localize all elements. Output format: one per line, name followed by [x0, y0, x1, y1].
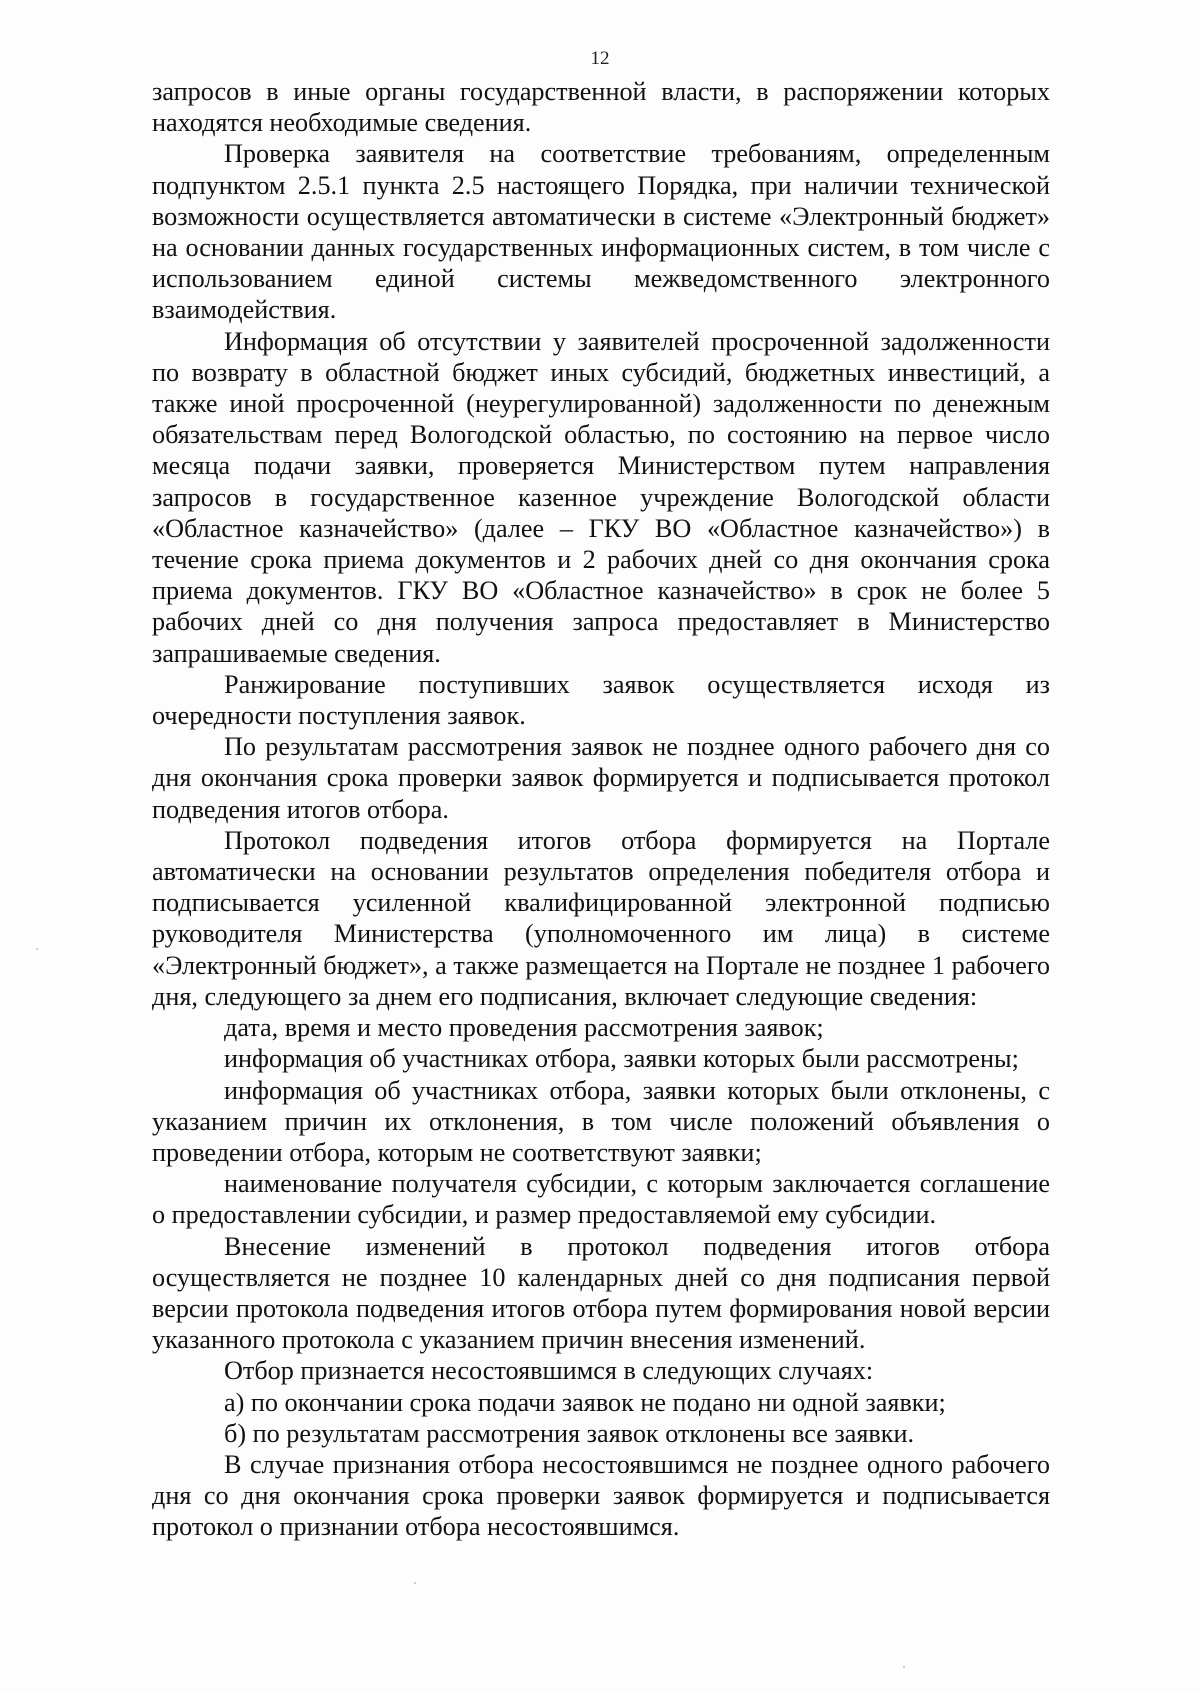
scan-speck [903, 1666, 905, 1668]
list-item-rejected-participants: информация об участниках отбора, заявки которых были отклонены, с указанием причин их отклонения, в том числе положений объявления о проведении отбора, которым не соответствуют заявки; [152, 1075, 1050, 1167]
scan-speck [414, 1582, 416, 1584]
paragraph-protocol: Протокол подведения итогов отбора формируется на Портале автоматически на основании результатов определения победителя отбора и подписывается усиленной квалифицированной электронной подписью руководителя Министерства (уполномоченного им лица) в системе «Электронный бюджет», а также размещается на Портале не позднее 1 рабочего дня, следующего за днем его подписания, включает следующие сведения: [152, 825, 1050, 1011]
paragraph-ranking: Ранжирование поступивших заявок осуществляется исходя из очередности поступления заявок. [152, 669, 1050, 731]
scan-speck [36, 948, 38, 950]
paragraph-failed-selection: Отбор признается несостоявшимся в следующих случаях: [224, 1356, 874, 1386]
list-item-date-time-place: дата, время и место проведения рассмотрения заявок; [224, 1013, 824, 1043]
list-item-recipient: наименование получателя субсидии, с которым заключается соглашение о предоставлении субсидии, и размер предоставляемой ему субсидии. [152, 1169, 1050, 1230]
paragraph-protocol-amendments: Внесение изменений в протокол подведения итогов отбора осуществляется не позднее 10 календарных дней со дня подписания первой версии протокола подведения итогов отбора путем формирования новой версии указанного протокола с указанием причин внесения изменений. [152, 1231, 1050, 1355]
list-item-reviewed-participants: информация об участниках отбора, заявки которых были рассмотрены; [224, 1044, 1019, 1074]
paragraph-failed-protocol: В случае признания отбора несостоявшимся не позднее одного рабочего дня со дня окончания срока проверки заявок формируется и подписывается протокол о признании отбора несостоявшимся. [152, 1449, 1050, 1542]
page-number: 12 [590, 48, 610, 69]
paragraph-debt-information: Информация об отсутствии у заявителей просроченной задолженности по возврату в областной бюджет иных субсидий, бюджетных инвестиций, а также иной просроченной (неурегулированной) задолженности по денежным обязательствам перед Вологодской областью, по состоянию на первое число месяца подачи заявки, проверяется Министерством путем направления запросов в государственное казенное учреждение Вологодской области «Областное казначейство» (далее – ГКУ ВО «Областное казначейство») в течение срока приема документов и 2 рабочих дней со дня окончания срока приема документов. ГКУ ВО «Областное казначейство» в срок не более 5 рабочих дней со дня получения запроса предоставляет в Министерство запрашиваемые сведения. [152, 326, 1050, 668]
list-item-case-a: а) по окончании срока подачи заявок не подано ни одной заявки; [224, 1387, 946, 1417]
list-item-case-b: б) по результатам рассмотрения заявок отклонены все заявки. [224, 1418, 915, 1448]
document-body [152, 76, 1050, 1543]
paragraph-review-results: По результатам рассмотрения заявок не позднее одного рабочего дня со дня окончания срока проверки заявок формируется и подписывается протокол подведения итогов отбора. [152, 732, 1050, 824]
paragraph-applicant-check: Проверка заявителя на соответствие требованиям, определенным подпунктом 2.5.1 пункта 2.5 настоящего Порядка, при наличии технической возможности осуществляется автоматически в системе «Электронный бюджет» на основании данных государственных информационных систем, в том числе с использованием единой системы межведомственного электронного взаимодействия. [152, 139, 1050, 325]
paragraph-continuation: запросов в иные органы государственной власти, в распоряжении которых находятся необходимые сведения. [152, 77, 1050, 138]
